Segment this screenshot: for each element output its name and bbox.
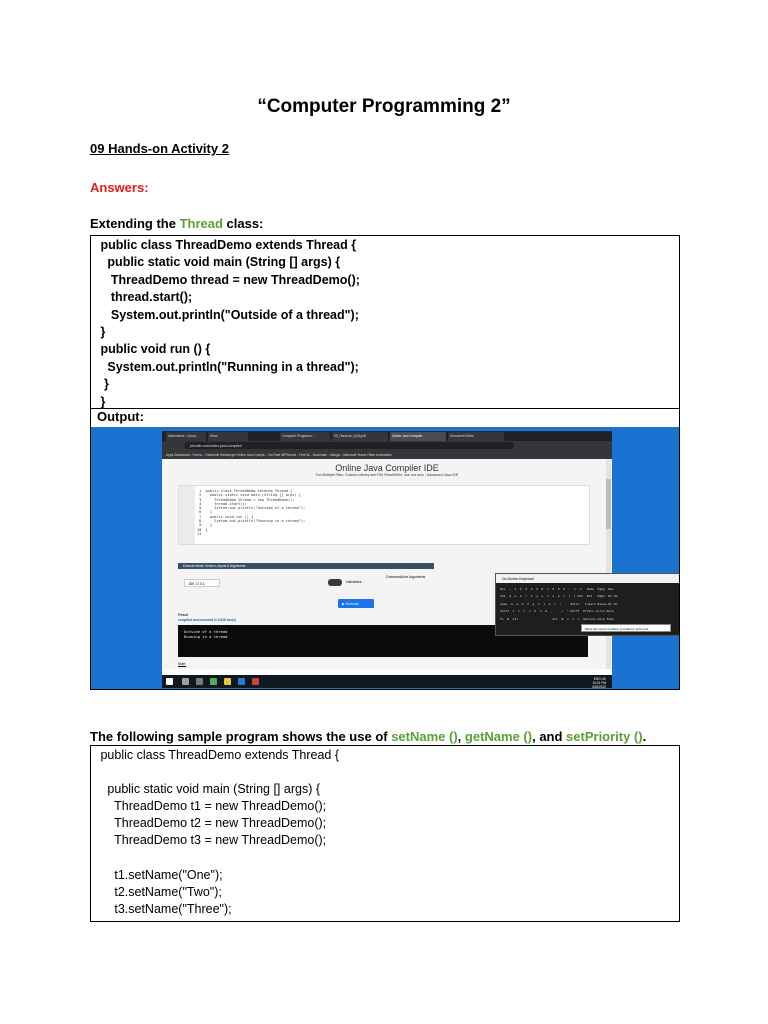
editor-line: 4 thread.start(); <box>197 501 247 506</box>
browser-tab-bar <box>162 431 612 441</box>
file-explorer-icon[interactable] <box>224 678 231 685</box>
thread-highlight: Thread <box>179 216 223 231</box>
url-field[interactable]: jdoodle.com/online-java-compiler/ <box>184 442 514 449</box>
code-line: t3.setName("Three"); <box>97 901 232 916</box>
activity-heading: 09 Hands-on Activity 2 <box>90 141 229 156</box>
browser-tab[interactable]: Instructions - Comp... <box>166 432 206 441</box>
result-status: compiled and executed in 0.816 sec(s) <box>178 618 236 622</box>
clock-date: 4/18/2022 <box>591 685 606 689</box>
code-line: public void run () { <box>97 342 211 357</box>
ide-title: Online Java Compiler IDE <box>335 463 439 473</box>
heading-sep: , and <box>532 729 567 744</box>
osk-tooltip: Move the cursor to where you want to enter text. <box>581 624 671 632</box>
code-line: thread.start(); <box>97 290 193 305</box>
interactive-toggle[interactable] <box>328 579 342 586</box>
clock-time: 10:01 PM <box>592 681 606 685</box>
editor-line: 10 } <box>197 527 208 532</box>
heading-suffix: . <box>642 729 647 744</box>
answers-label: Answers: <box>90 180 149 195</box>
editor-line: 8 System.out.println("Running in a thread"); <box>197 519 306 524</box>
scroll-thumb[interactable] <box>606 479 611 529</box>
browser-tab[interactable]: Word <box>208 432 248 441</box>
code-line: ThreadDemo t2 = new ThreadDemo(); <box>97 816 327 831</box>
heading-prefix: Extending the <box>90 216 180 231</box>
execute-mode-bar[interactable]: Execute Mode, Version, Inputs & Arguments <box>178 563 434 569</box>
setname-highlight: setName () <box>391 729 458 744</box>
editor-line: 3 ThreadDemo thread = new ThreadDemo(); <box>197 497 295 502</box>
address-bar <box>162 441 612 450</box>
osk-row[interactable]: Fn ⊞ Alt Alt ⊞ < v > Options Help Fade <box>500 616 614 621</box>
editor-code <box>197 489 305 536</box>
browser-tab[interactable]: 09_Handout_1(18).pdf <box>332 432 388 441</box>
web-page <box>162 459 612 669</box>
output-label: Output: <box>90 408 680 428</box>
jdk-version-select[interactable]: JDK 17.0.1 <box>184 579 220 587</box>
interactive-label: Interactive <box>346 580 362 584</box>
osk-row[interactable]: Shift z x c v b n m , . / ^ Shift PrtScn ScrLk Dock <box>500 609 614 614</box>
task-view-icon[interactable] <box>196 678 203 685</box>
execute-button[interactable]: ▶ Execute <box>338 599 374 608</box>
code-line: System.out.println("Running in a thread"); <box>97 359 359 374</box>
browser-window <box>162 431 650 677</box>
chrome-icon[interactable] <box>210 678 217 685</box>
heading-sep: , <box>457 729 465 744</box>
browser-tab[interactable]: Document Editor <box>448 432 504 441</box>
section-heading-methods <box>90 729 646 744</box>
editor-line: 2 public static void main (String [] args) { <box>197 493 301 498</box>
clock-lang: ENG UK <box>593 677 606 681</box>
desktop-screenshot <box>91 427 680 690</box>
code-line: System.out.println("Outside of a thread"); <box>97 307 359 322</box>
execute-label: Execute <box>345 601 359 606</box>
code-box-thread-methods <box>90 745 680 922</box>
getname-highlight: getName () <box>464 729 533 744</box>
editor-line: 1 public class ThreadDemo extends Thread { <box>197 489 293 493</box>
code-box-thread-demo <box>90 235 680 409</box>
code-line: public static void main (String [] args) { <box>97 782 321 797</box>
heading-prefix: The following sample program shows the use of <box>90 729 392 744</box>
code-line: public class ThreadDemo extends Thread { <box>97 748 340 762</box>
code-line: } <box>97 394 106 409</box>
editor-line: 9 } <box>197 523 213 528</box>
editor-line: 5 System.out.println("Outside of a thread"); <box>197 506 306 511</box>
document-title: “Computer Programming 2” <box>257 96 511 117</box>
result-label: Result <box>178 613 189 617</box>
osk-title: On-Screen Keyboard <box>496 574 680 583</box>
editor-line: 11 <box>197 531 202 536</box>
app-icon[interactable] <box>252 678 259 685</box>
code-line: } <box>97 377 109 392</box>
editor-line: 7 public void run () { <box>197 514 254 519</box>
start-icon[interactable] <box>166 678 173 685</box>
heading-suffix: class: <box>222 216 264 231</box>
code-editor[interactable] <box>178 485 590 545</box>
app-icon[interactable] <box>238 678 245 685</box>
cmdargs-label: CommandLine Arguments <box>386 575 426 579</box>
code-line: t1.setName("One"); <box>97 867 223 882</box>
editor-line: 6 } <box>197 510 213 515</box>
browser-tab-active[interactable]: Online Java Compiler <box>390 432 446 441</box>
code-line <box>97 764 673 781</box>
code-line <box>97 850 673 867</box>
code-line: ThreadDemo t1 = new ThreadDemo(); <box>97 799 327 814</box>
browser-tab[interactable]: Computer Programm... <box>280 432 330 441</box>
code-line: ThreadDemo thread = new ThreadDemo(); <box>97 272 360 287</box>
output-screenshot <box>90 427 680 690</box>
code-line: ThreadDemo t3 = new ThreadDemo(); <box>97 833 327 848</box>
osk-row[interactable]: Caps a s d f g h j k l ; ' Enter Insert Pause Mv Dn <box>500 601 618 606</box>
console-line: Running in a thread <box>184 634 228 639</box>
osk-row[interactable]: Esc ~ 1 2 3 4 5 6 7 8 9 0 - = ⌫ Home PgUp Nav <box>500 587 614 591</box>
osk-row[interactable]: Tab q w e r t y u i o p [ ] \ Del End PgDn Mv Up <box>500 594 618 599</box>
code-line: t2.setName("Two"); <box>97 884 222 899</box>
editor-gutter <box>179 486 195 544</box>
note-label: Note: <box>178 662 187 666</box>
page-scrollbar[interactable] <box>606 459 611 669</box>
code-line: public class ThreadDemo extends Thread { <box>97 238 357 252</box>
ide-subtitle: For Multiple Files, Custom Library and File Read/Write, use our new - Advanced Java IDE <box>315 473 459 477</box>
console-line: Outside of a thread <box>184 629 228 634</box>
taskbar-clock[interactable] <box>592 677 606 689</box>
bookmarks-bar[interactable]: Apps Dashboard - Forms... Facebook Messenger Online Java Compil... YouTube WPSchool - Free W... Bookmark - Manga... Microsoft Teams Other bookmarks <box>162 450 612 459</box>
code-line: public static void main (String [] args) { <box>97 255 341 270</box>
windows-taskbar <box>162 675 612 688</box>
section-heading-extending-thread <box>90 216 263 231</box>
setpriority-highlight: setPriority () <box>566 729 643 744</box>
code-line: } <box>97 325 106 340</box>
search-icon[interactable] <box>182 678 189 685</box>
